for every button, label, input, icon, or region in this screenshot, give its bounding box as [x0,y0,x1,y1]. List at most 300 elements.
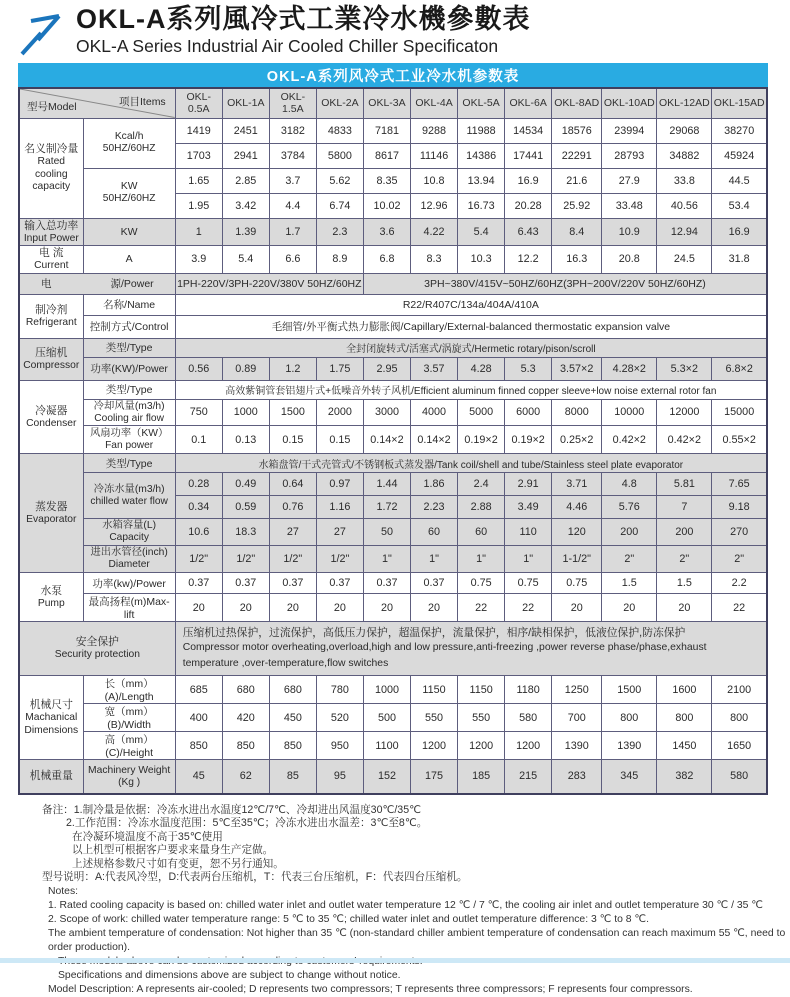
value-cell: 20 [175,594,222,622]
value-cell: 8.3 [411,246,458,274]
value-cell: 3000 [363,399,410,426]
value-cell: 22 [458,594,505,622]
row-label-weight: 机械重量 [19,760,83,794]
model-column-header: OKL-12AD [657,88,712,118]
evaporator-type-value: 水箱盘管/干式壳管式/不锈钢板式蒸发器/Tank coil/shell and tube/Stainless steel plate evaporator [175,454,767,473]
value-cell: 16.73 [458,193,505,218]
value-cell: 1500 [602,676,657,704]
value-cell: 20 [316,594,363,622]
value-cell: 1100 [363,732,410,760]
value-cell: 50 [363,519,410,546]
value-cell: 27 [316,519,363,546]
table-row [19,338,767,357]
table-header-row [19,88,767,118]
value-cell: 3.42 [222,193,269,218]
value-cell: 4.8 [602,473,657,496]
value-cell: 20 [657,594,712,622]
value-cell: 2.23 [411,496,458,519]
value-cell: 85 [269,760,316,794]
table-row [19,454,767,473]
value-cell: 400 [175,704,222,732]
note-line: The ambient temperature of condensation: Not higher than 35 ℃ (non-standard chiller ambient temperature of condensation can reach maximum 55 ℃, need to order production). [48,927,790,955]
value-cell: 34882 [657,143,712,168]
value-cell: 0.19×2 [458,426,505,454]
table-row [19,704,767,732]
value-cell: 382 [657,760,712,794]
value-cell: 33.8 [657,168,712,193]
value-cell: 110 [505,519,552,546]
value-cell: 1/2" [175,546,222,573]
table-row [19,426,767,454]
value-cell: 18.3 [222,519,269,546]
value-cell: 20 [602,594,657,622]
table-row [19,760,767,794]
table-row [19,380,767,399]
item-label-compressor-power: 功率(KW)/Power [83,357,175,380]
value-cell: 1" [505,546,552,573]
model-column-header: OKL-10AD [602,88,657,118]
value-cell: 0.64 [269,473,316,496]
value-cell: 4.28×2 [602,357,657,380]
value-cell: 62 [222,760,269,794]
page-header [0,0,790,63]
value-cell: 0.75 [458,573,505,594]
value-cell: 40.56 [657,193,712,218]
value-cell: 4.4 [269,193,316,218]
value-cell: 200 [602,519,657,546]
value-cell: 345 [602,760,657,794]
value-cell: 850 [175,732,222,760]
value-cell: 25.92 [552,193,602,218]
note-line: Specifications and dimensions above are subject to change without notice. [58,969,790,983]
note-line: 2. Scope of work: chilled water temperature range: 5 ℃ to 35 ℃; chilled water inlet and outlet temperature difference: 3 ℃ to 8 ℃. [48,913,790,927]
value-cell: 1390 [552,732,602,760]
item-label-current-unit: A [83,246,175,274]
value-cell: 7.65 [712,473,767,496]
item-label-pipe-diameter: 进出水管径(inch) Diameter [83,546,175,573]
value-cell: 14386 [458,143,505,168]
value-cell: 0.15 [269,426,316,454]
value-cell: 20 [411,594,458,622]
value-cell: 22 [712,594,767,622]
value-cell: 31.8 [712,246,767,274]
row-label-condenser: 冷凝器 Condenser [19,380,83,454]
value-cell: 750 [175,399,222,426]
model-column-header: OKL-4A [411,88,458,118]
value-cell: 420 [222,704,269,732]
value-cell: 0.14×2 [363,426,410,454]
value-cell: 283 [552,760,602,794]
value-cell: 1419 [175,118,222,143]
table-row [19,273,767,294]
value-cell: 0.13 [222,426,269,454]
value-cell: 1.65 [175,168,222,193]
value-cell: 23994 [602,118,657,143]
value-cell: 1600 [657,676,712,704]
value-cell: 6.43 [505,218,552,246]
value-cell: 1650 [712,732,767,760]
value-cell: 27.9 [602,168,657,193]
row-label-dimensions: 机械尺寸 Machanical Dimensions [19,676,83,760]
value-cell: 1" [411,546,458,573]
page-subtitle: OKL-A Series Industrial Air Cooled Chiller Specificaton [76,35,530,57]
model-column-header: OKL-1A [222,88,269,118]
value-cell: 0.37 [363,573,410,594]
value-cell: 12000 [657,399,712,426]
item-label-chilled-water-flow: 冷冻水量(m3/h) chilled water flow [83,473,175,519]
value-cell: 0.42×2 [602,426,657,454]
value-cell: 550 [458,704,505,732]
refrigerant-name-value: R22/R407C/134a/404A/410A [175,294,767,315]
row-label-evaporator: 蒸发器 Evaporator [19,454,83,573]
value-cell: 4000 [411,399,458,426]
row-label-rated: 名义制冷量 Rated cooling capacity [19,118,83,218]
value-cell: 2000 [316,399,363,426]
value-cell: 2.3 [316,218,363,246]
value-cell: 152 [363,760,410,794]
table-row [19,519,767,546]
value-cell: 2.85 [222,168,269,193]
value-cell: 850 [222,732,269,760]
note-line: 以上机型可根据客户要求来量身生产定做。 [72,844,790,858]
value-cell: 4833 [316,118,363,143]
row-label-security: 安全保护 Security protection [19,622,175,676]
value-cell: 5.62 [316,168,363,193]
value-cell: 2.95 [363,357,410,380]
value-cell: 1.5 [602,573,657,594]
value-cell: 1 [175,218,222,246]
value-cell: 10.9 [602,218,657,246]
value-cell: 10.6 [175,519,222,546]
value-cell: 0.1 [175,426,222,454]
value-cell: 6.8 [363,246,410,274]
value-cell: 3182 [269,118,316,143]
value-cell: 8.35 [363,168,410,193]
value-cell: 175 [411,760,458,794]
row-label-pump: 水泵 Pump [19,573,83,622]
model-column-header: OKL-8AD [552,88,602,118]
value-cell: 11988 [458,118,505,143]
value-cell: 5.3 [505,357,552,380]
value-cell: 0.28 [175,473,222,496]
value-cell: 5.81 [657,473,712,496]
value-cell: 1.44 [363,473,410,496]
corner-cell [19,88,175,118]
row-label-power-supply: 电 源/Power [19,273,175,294]
power-supply-value-1: 1PH-220V/3PH-220V/380V 50HZ/60HZ [175,273,363,294]
spec-table-wrap [18,63,768,795]
value-cell: 0.14×2 [411,426,458,454]
value-cell: 4.22 [411,218,458,246]
value-cell: 1150 [411,676,458,704]
item-label-condenser-type: 类型/Type [83,380,175,399]
value-cell: 21.6 [552,168,602,193]
value-cell: 1200 [505,732,552,760]
model-column-header: OKL-6A [505,88,552,118]
value-cell: 950 [316,732,363,760]
value-cell: 500 [363,704,410,732]
value-cell: 4.28 [458,357,505,380]
item-label-refrigerant-name: 名称/Name [83,294,175,315]
value-cell: 0.75 [552,573,602,594]
table-row [19,473,767,496]
value-cell: 45924 [712,143,767,168]
value-cell: 20.8 [602,246,657,274]
value-cell: 2.2 [712,573,767,594]
value-cell: 215 [505,760,552,794]
value-cell: 1.95 [175,193,222,218]
value-cell: 0.89 [222,357,269,380]
value-cell: 0.34 [175,496,222,519]
value-cell: 1390 [602,732,657,760]
value-cell: 95 [316,760,363,794]
value-cell: 44.5 [712,168,767,193]
value-cell: 200 [657,519,712,546]
item-label-kcal: Kcal/h 50HZ/60HZ [83,118,175,168]
table-row [19,594,767,622]
value-cell: 5.4 [222,246,269,274]
item-label-compressor-type: 类型/Type [83,338,175,357]
note-line: 在冷凝环境温度不高于35℃使用 [72,831,790,845]
table-row [19,118,767,143]
value-cell: 60 [458,519,505,546]
table-row [19,546,767,573]
note-line: 1. Rated cooling capacity is based on: chilled water inlet and outlet water temperature 12 ℃ / 7 ℃, the cooling air inlet and outlet temperature 30 ℃ / 35 ℃ [48,899,790,913]
value-cell: 185 [458,760,505,794]
value-cell: 1.39 [222,218,269,246]
note-line: Model Description: A represents air-cooled; D represents two compressors; T represents three compressors; F represents four compressors. [48,983,790,997]
value-cell: 1/2" [222,546,269,573]
value-cell: 0.19×2 [505,426,552,454]
value-cell: 5.4 [458,218,505,246]
value-cell: 2.91 [505,473,552,496]
value-cell: 1.7 [269,218,316,246]
value-cell: 780 [316,676,363,704]
item-label-cooling-air-flow: 冷却风量(m3/h) Cooling air flow [83,399,175,426]
value-cell: 5800 [316,143,363,168]
value-cell: 0.55×2 [712,426,767,454]
value-cell: 8617 [363,143,410,168]
model-column-header: OKL-2A [316,88,363,118]
value-cell: 2.4 [458,473,505,496]
notes-section [42,804,790,997]
value-cell: 0.97 [316,473,363,496]
value-cell: 2100 [712,676,767,704]
value-cell: 2" [657,546,712,573]
value-cell: 685 [175,676,222,704]
item-label-input-unit: KW [83,218,175,246]
value-cell: 1-1/2" [552,546,602,573]
value-cell: 120 [552,519,602,546]
value-cell: 0.15 [316,426,363,454]
row-label-input-power: 输入总功率 Input Power [19,218,83,246]
value-cell: 18576 [552,118,602,143]
value-cell: 800 [712,704,767,732]
value-cell: 1.75 [316,357,363,380]
value-cell: 9.18 [712,496,767,519]
value-cell: 11146 [411,143,458,168]
value-cell: 0.25×2 [552,426,602,454]
notes-en-title: Notes: [48,885,790,899]
table-row [19,399,767,426]
value-cell: 3.57×2 [552,357,602,380]
value-cell: 3.6 [363,218,410,246]
value-cell: 1000 [222,399,269,426]
value-cell: 24.5 [657,246,712,274]
value-cell: 7 [657,496,712,519]
value-cell: 20 [222,594,269,622]
value-cell: 0.37 [222,573,269,594]
table-row [19,294,767,315]
corner-model-label: 型号Model [27,99,77,114]
value-cell: 2451 [222,118,269,143]
note-line: 上述规格参数尺寸如有变更，恕不另行通知。 [72,858,790,872]
value-cell: 10.3 [458,246,505,274]
table-row [19,246,767,274]
value-cell: 2.88 [458,496,505,519]
value-cell: 15000 [712,399,767,426]
item-label-kw: KW 50HZ/60HZ [83,168,175,218]
note-line: 备注：1.制冷量是依据：冷冻水进出水温度12℃/7℃、冷却进出风温度30℃/35℃ [42,804,790,818]
row-label-current: 电 流 Current [19,246,83,274]
item-label-fan-power: 风扇功率（KW） Fan power [83,426,175,454]
value-cell: 1/2" [269,546,316,573]
value-cell: 850 [269,732,316,760]
value-cell: 3.9 [175,246,222,274]
model-column-header: OKL-1.5A [269,88,316,118]
value-cell: 8.4 [552,218,602,246]
table-row [19,168,767,193]
table-row [19,622,767,676]
value-cell: 16.9 [712,218,767,246]
page-title: OKL-A系列風冷式工業冷水機參數表 [76,4,530,34]
value-cell: 1180 [505,676,552,704]
compressor-type-value: 全封闭旋转式/活塞式/涡旋式/Hermetic rotary/pison/scroll [175,338,767,357]
value-cell: 5000 [458,399,505,426]
value-cell: 20 [269,594,316,622]
value-cell: 27 [269,519,316,546]
table-row [19,573,767,594]
value-cell: 680 [222,676,269,704]
value-cell: 16.3 [552,246,602,274]
row-label-refrigerant: 制冷剂 Refrigerant [19,294,83,338]
value-cell: 20.28 [505,193,552,218]
value-cell: 16.9 [505,168,552,193]
value-cell: 0.42×2 [657,426,712,454]
value-cell: 6000 [505,399,552,426]
value-cell: 3784 [269,143,316,168]
value-cell: 2" [602,546,657,573]
value-cell: 1200 [411,732,458,760]
value-cell: 2" [712,546,767,573]
value-cell: 1150 [458,676,505,704]
note-line: 2.工作范围：冷冻水温度范围：5℃至35℃；冷冻水进出水温差：3℃至8℃。 [66,817,790,831]
value-cell: 550 [411,704,458,732]
table-row [19,732,767,760]
table-row [19,676,767,704]
value-cell: 17441 [505,143,552,168]
value-cell: 53.4 [712,193,767,218]
value-cell: 1" [363,546,410,573]
value-cell: 0.56 [175,357,222,380]
value-cell: 800 [657,704,712,732]
value-cell: 10000 [602,399,657,426]
item-label-max-lift: 最高扬程(m)Max-lift [83,594,175,622]
item-label-pump-power: 功率(kw)/Power [83,573,175,594]
value-cell: 28793 [602,143,657,168]
value-cell: 520 [316,704,363,732]
value-cell: 1450 [657,732,712,760]
value-cell: 5.3×2 [657,357,712,380]
value-cell: 1250 [552,676,602,704]
value-cell: 0.76 [269,496,316,519]
value-cell: 8000 [552,399,602,426]
value-cell: 800 [602,704,657,732]
value-cell: 8.9 [316,246,363,274]
value-cell: 1703 [175,143,222,168]
table-row [19,218,767,246]
value-cell: 580 [505,704,552,732]
value-cell: 7181 [363,118,410,143]
value-cell: 5.76 [602,496,657,519]
item-label-refrigerant-control: 控制方式/Control [83,315,175,338]
value-cell: 45 [175,760,222,794]
item-label-tank-capacity: 水箱容量(L) Capacity [83,519,175,546]
row-label-compressor: 压缩机 Compressor [19,338,83,380]
value-cell: 60 [411,519,458,546]
value-cell: 1/2" [316,546,363,573]
value-cell: 12.2 [505,246,552,274]
item-label-evaporator-type: 类型/Type [83,454,175,473]
value-cell: 270 [712,519,767,546]
value-cell: 0.37 [316,573,363,594]
value-cell: 1" [458,546,505,573]
power-supply-value-2: 3PH~380V/415V~50HZ/60HZ(3PH~200V/220V 50HZ/60HZ) [363,273,767,294]
spec-table [18,87,768,795]
value-cell: 20 [363,594,410,622]
value-cell: 1000 [363,676,410,704]
item-label-height: 高（mm）(C)/Height [83,732,175,760]
security-protection-text: 压缩机过热保护，过流保护，高低压力保护，超温保护，流量保护，相序/缺相保护，低液位保护,防冻保护 Compressor motor overheating,overload,high and low pressure,anti-freezing ,power reverse phase/phase,exhaust temperature ,over-temperature,flow switches [175,622,767,676]
value-cell: 6.6 [269,246,316,274]
model-column-header: OKL-0.5A [175,88,222,118]
value-cell: 580 [712,760,767,794]
value-cell: 0.49 [222,473,269,496]
bottom-accent-strip [0,958,790,963]
value-cell: 1200 [458,732,505,760]
note-line: 型号说明：A:代表风冷型，D:代表两台压缩机，T：代表三台压缩机，F：代表四台压缩机。 [42,871,790,885]
value-cell: 1.86 [411,473,458,496]
value-cell: 3.49 [505,496,552,519]
value-cell: 20 [552,594,602,622]
refrigerant-control-value: 毛细管/外平衡式热力膨胀阀/Capillary/External-balanced thermostatic expansion valve [175,315,767,338]
value-cell: 680 [269,676,316,704]
value-cell: 1500 [269,399,316,426]
value-cell: 33.48 [602,193,657,218]
value-cell: 10.8 [411,168,458,193]
value-cell: 22291 [552,143,602,168]
table-caption: OKL-A系列风冷式工业冷水机参数表 [18,63,768,87]
value-cell: 3.71 [552,473,602,496]
value-cell: 13.94 [458,168,505,193]
value-cell: 1.16 [316,496,363,519]
item-label-length: 长（mm）(A)/Length [83,676,175,704]
value-cell: 38270 [712,118,767,143]
value-cell: 1.72 [363,496,410,519]
value-cell: 0.37 [411,573,458,594]
value-cell: 4.46 [552,496,602,519]
value-cell: 29068 [657,118,712,143]
